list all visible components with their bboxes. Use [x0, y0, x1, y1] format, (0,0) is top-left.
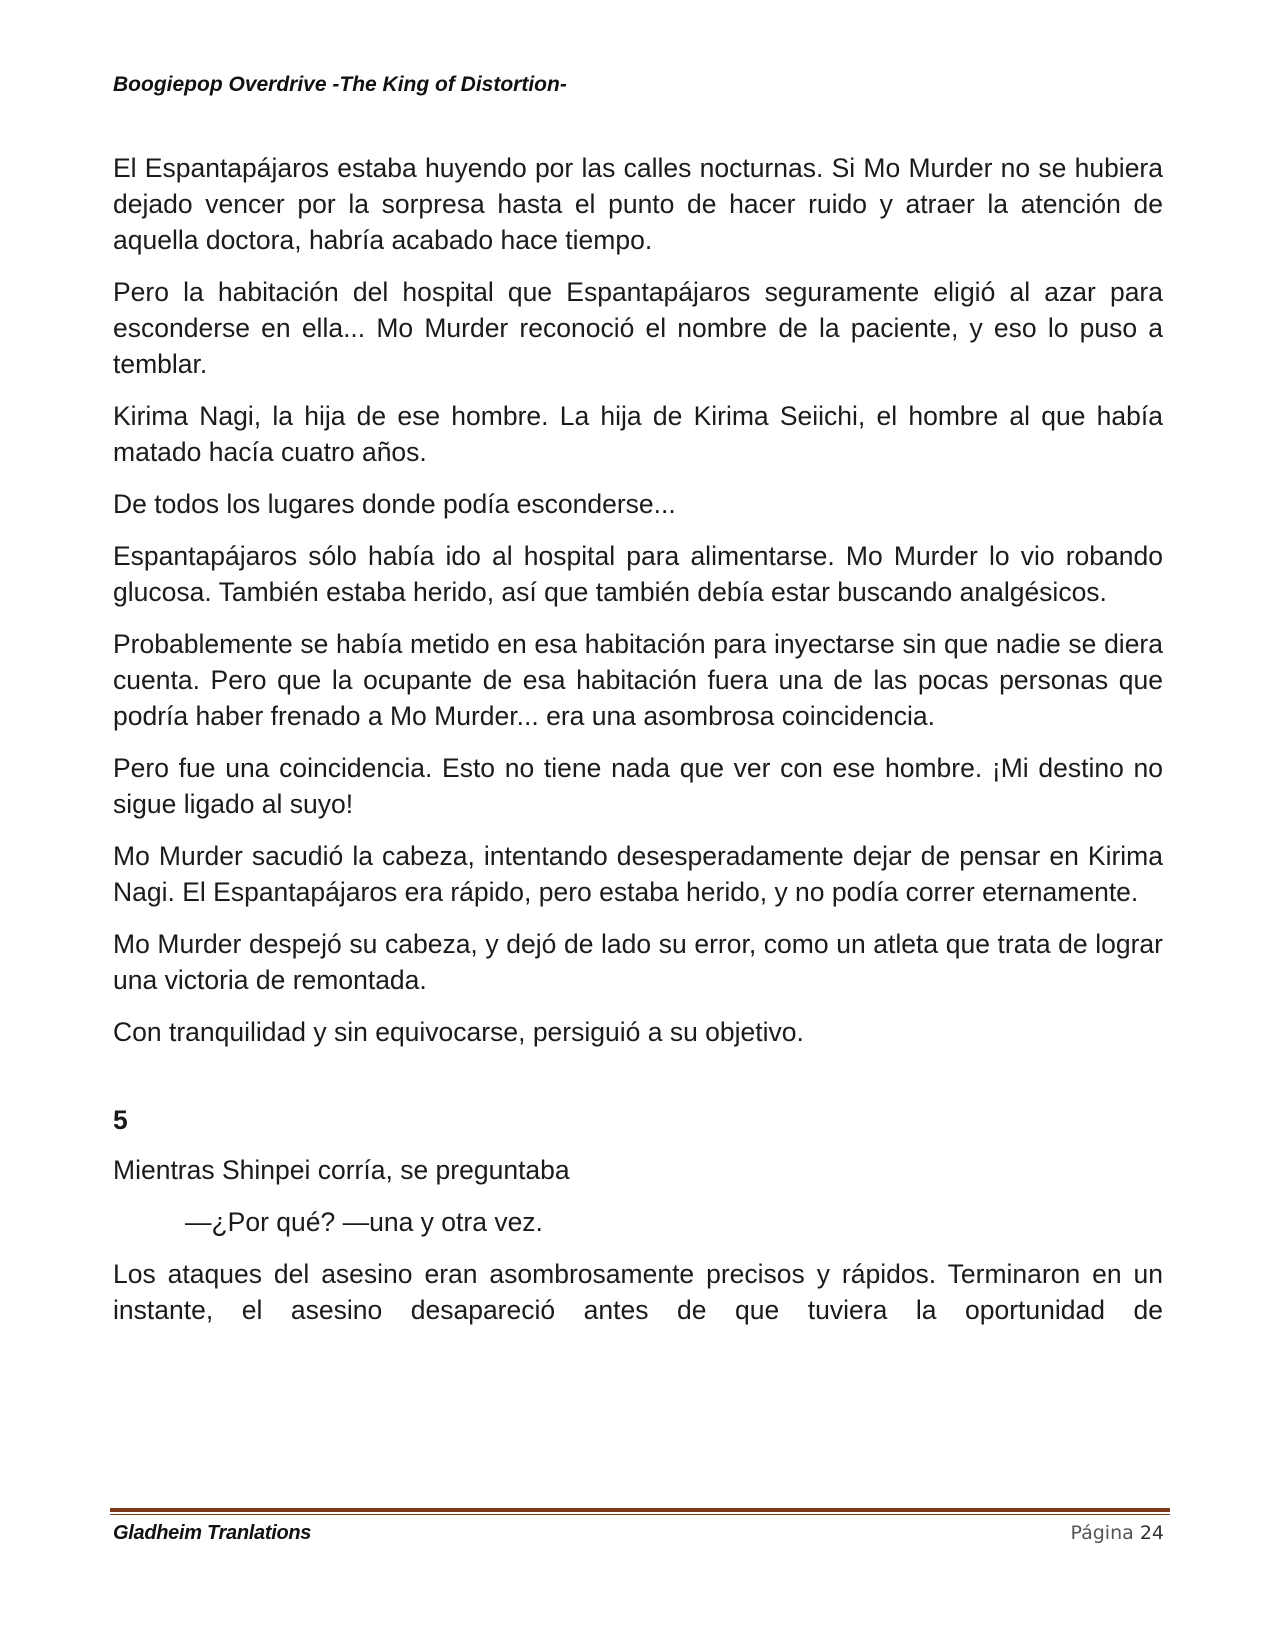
paragraph: Pero la habitación del hospital que Espantapájaros seguramente eligió al azar para esconderse en ella... Mo Murder reconoció el nombre de la paciente, y eso lo puso a temblar. — [113, 277, 1163, 379]
footer-rule-thin — [110, 1514, 1170, 1515]
paragraph: De todos los lugares donde podía esconderse... — [113, 489, 676, 519]
paragraph: Kirima Nagi, la hija de ese hombre. La hija de Kirima Seiichi, el hombre al que había matado hacía cuatro años. — [113, 401, 1163, 467]
running-header: Boogiepop Overdrive -The King of Distortion- — [113, 73, 567, 96]
footer-rule — [110, 1508, 1170, 1515]
document-body — [113, 150, 1163, 1344]
paragraph: Pero fue una coincidencia. Esto no tiene nada que ver con ese hombre. ¡Mi destino no sigue ligado al suyo! — [113, 753, 1163, 819]
paragraph: Mo Murder sacudió la cabeza, intentando desesperadamente dejar de pensar en Kirima Nagi. El Espantapájaros era rápido, pero estaba herido, y no podía correr eternamente. — [113, 841, 1163, 907]
dialogue-line: —¿Por qué? —una y otra vez. — [185, 1207, 543, 1237]
paragraph: Probablemente se había metido en esa habitación para inyectarse sin que nadie se diera cuenta. Pero que la ocupante de esa habitación fuera una de las pocas personas que podría haber frenado a Mo Murder... era una asombrosa coincidencia. — [113, 629, 1163, 731]
paragraph: Espantapájaros sólo había ido al hospital para alimentarse. Mo Murder lo vio robando glucosa. También estaba herido, así que también debía estar buscando analgésicos. — [113, 541, 1163, 607]
page-number-value: 24 — [1139, 1522, 1164, 1544]
footer-rule-thick — [110, 1508, 1170, 1512]
paragraph: El Espantapájaros estaba huyendo por las calles nocturnas. Si Mo Murder no se hubiera dejado vencer por la sorpresa hasta el punto de hacer ruido y atraer la atención de aquella doctora, habría acabado hace tiempo. — [113, 153, 1163, 255]
paragraph: Mientras Shinpei corría, se preguntaba — [113, 1155, 570, 1185]
paragraph: Con tranquilidad y sin equivocarse, persiguió a su objetivo. — [113, 1017, 804, 1047]
footer-publisher: Gladheim Tranlations — [113, 1522, 312, 1544]
paragraph: Los ataques del asesino eran asombrosamente precisos y rápidos. Terminaron en un instante, el asesino desapareció antes de que tuviera la oportunidad de — [113, 1259, 1163, 1325]
page-label: Página — [1070, 1522, 1134, 1544]
paragraph: Mo Murder despejó su cabeza, y dejó de lado su error, como un atleta que trata de lograr una victoria de remontada. — [113, 929, 1163, 995]
section-heading: 5 — [113, 1105, 128, 1135]
page-number — [1070, 1522, 1164, 1544]
